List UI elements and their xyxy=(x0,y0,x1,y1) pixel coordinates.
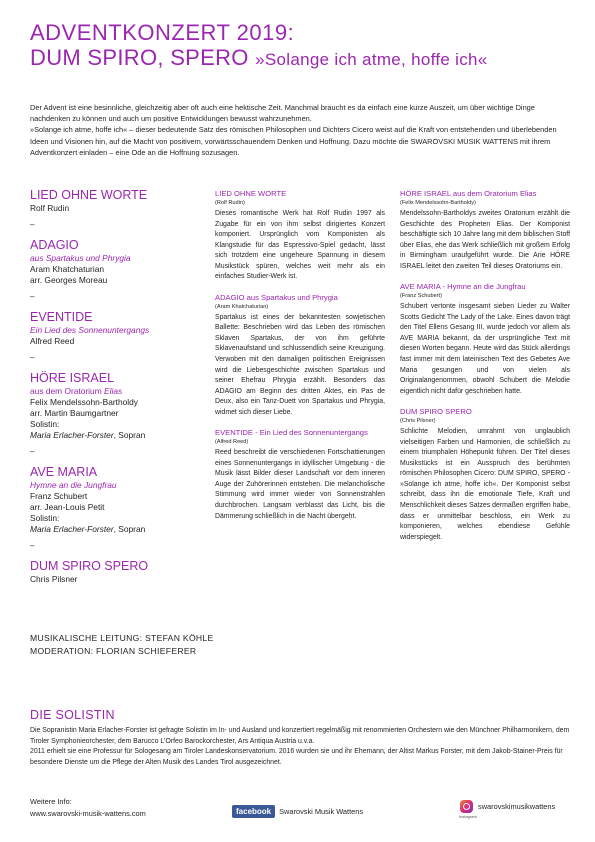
program-soloist xyxy=(30,524,210,535)
program-subtitle: Hymne an die Jungfrau xyxy=(30,480,117,490)
website-link[interactable]: www.swarovski-musik-wattens.com xyxy=(30,809,146,818)
credit-moderation: MODERATION: FLORIAN SCHIEFERER xyxy=(30,645,197,656)
program-composer: Aram Khatchaturian xyxy=(30,264,105,274)
soloist-bio-paragraph-2: 2011 erhielt sie eine Professur für Sologesang am Tiroler Landeskonservatorium. 2016 wurden sie und ihr Ehemann, der Altist Markus Forster, mit dem Jakob-Stainer-Preis für besondere Dienste um die Pflege der Alten Musik des Landes Tirol ausgezeichnet. xyxy=(30,748,563,766)
credit-conductor: MUSIKALISCHE LEITUNG: STEFAN KÖHLE xyxy=(30,633,214,643)
note-ave-maria xyxy=(400,281,570,397)
program-composer: Rolf Rudin xyxy=(30,203,70,213)
program-title: LIED OHNE WORTE xyxy=(30,188,148,202)
program-soloist-label: Solistin: xyxy=(30,513,60,523)
note-composer: (Felix Mendelssohn-Bartholdy) xyxy=(400,200,476,206)
program-separator: – xyxy=(30,292,35,301)
program-arranger: arr. Georges Moreau xyxy=(30,275,108,285)
program-item-hoere-israel xyxy=(30,371,210,441)
note-eventide xyxy=(215,427,385,522)
subtitle-quote: »Solange ich atme, hoffe ich« xyxy=(255,50,488,69)
program-soloist-label: Solistin: xyxy=(30,419,60,429)
credits xyxy=(30,632,214,657)
soloist-name: Maria Erlacher-Forster xyxy=(30,430,114,440)
note-dum-spiro-spero xyxy=(400,406,570,543)
note-text: Schubert vertonte insgesamt sieben Lieder zu Walter Scotts Gedicht The Lady of the Lake. Eines davon trägt den Titel Ellens Gesang III, wurde jedoch vor allem als AVE MARIA bekannt, da der ursprüngliche Text mit diesen Worten begann. Heute wird das Stück allerdings fast immer mit dem lateinischen Text des Gebetes Ave Maria gesungen und von vielen als Originalangenommen, obwohl Schubert die Melodie eigentlich nicht dafür geschrieben hatte. xyxy=(400,303,570,395)
program-separator: – xyxy=(30,353,35,362)
page-subtitle xyxy=(30,45,488,71)
program-separator: – xyxy=(30,220,35,229)
soloist-bio-paragraph-1: Die Sopranistin Maria Erlacher-Forster ist gefragte Solistin im In- und Ausland und konzertiert regelmäßig mit renommierten Orchestern wie den Münchner Philharmonikern, dem Tiroler Symphonieorchester, dem Barucco L'Orfeo Barockorchester, Ars Antiqua Austria u.v.a. xyxy=(30,727,570,745)
instagram-caption: Instagram xyxy=(459,814,477,819)
soloist-voice: , Sopran xyxy=(113,524,146,534)
program-composer: Felix Mendelssohn-Bartholdy xyxy=(30,397,138,407)
note-heading: HÖRE ISRAEL aus dem Oratorium Elias xyxy=(400,189,537,198)
note-composer: (Aram Khatchaturian) xyxy=(215,303,269,310)
program-composer: Alfred Reed xyxy=(30,336,75,346)
program-item-lied-ohne-worte xyxy=(30,188,210,214)
note-composer: (Franz Schubert) xyxy=(400,293,442,300)
info-label: Weitere Info: xyxy=(30,797,72,806)
facebook-link[interactable] xyxy=(232,805,363,818)
program-separator: – xyxy=(30,541,35,550)
footer-info xyxy=(30,796,146,820)
program-title: HÖRE ISRAEL xyxy=(30,371,115,385)
program-item-eventide xyxy=(30,310,210,347)
program-item-ave-maria xyxy=(30,465,210,535)
intro-paragraph-2: »Solange ich atme, hoffe ich« – dieser bedeutende Satz des römischen Philosophen und Dichters Cicero weist auf die Kraft von entstehenden und überlebenden Ideen und Visionen hin, auf die Macht von positivem, vorwärtsschauendem Denken und Hoffnung. Dazu möchte die SWAROVSKI MUSIK WATTENS mit ihrem Adventkonzert einladen – eine Ode an die Hoffnung sozusagen. xyxy=(30,125,557,157)
intro-text xyxy=(30,102,575,158)
note-text: Mendelssohn-Bartholdys zweites Oratorium erzählt die Geschichte des Propheten Elias. Der Komponist beschäftigte sich 10 Jahre lang mit dem biblischen Stoff über Elias, ehe das Werk schließlich mit großem Erfolg in Birmingham uraufgeführt wurde. Die Arie HÖRE ISRAEL leitet den zweiten Teil dieses Oratoriums ein. xyxy=(400,210,570,270)
program-arranger: arr. Martin Baumgartner xyxy=(30,408,119,418)
note-text: Spartakus ist eines der bekanntesten sowjetischen Ballette: Beschrieben wird das Leben des römischen Sklaven Spartakus, der von ihm geführte Sklavenaufstand und schlussendlich seine Kreuzigung. Verwoben mit den damaligen politischen Ereignissen wird die Liebesgeschichte zwischen Spartakus und seiner Ehefrau Phrygia erzählt. Besonders das ADAGIO am Beginn des dritten Aktes, ein Pas de Deux, also ein Tanz-Duett von Spartakus und Phrygia, widmet sich dieser Liebe. xyxy=(215,313,385,416)
note-text: Reed beschreibt die verschiedenen Fortschattierungen eines Sonnenuntergangs in idyllischer Umgebung - die Musik lässt Bilder dieser Landschaft vor dem inneren Auge der Zuhörerinnen entstehen. Die melancholische Stimmung wird immer wieder von Sonnenstrahlen durchbrochen. Langsam verblasst das Licht, bis die Dämmerung schließlich in die Nacht übergeht. xyxy=(215,449,385,520)
program-arranger: arr. Jean-Louis Petit xyxy=(30,502,105,512)
facebook-page-name: Swarovski Musik Wattens xyxy=(279,807,364,816)
program-subtitle: Ein Lied des Sonnenuntergangs xyxy=(30,325,150,335)
note-heading: DUM SPIRO SPERO xyxy=(400,407,472,417)
note-adagio xyxy=(215,292,385,418)
intro-paragraph-1: Der Advent ist eine besinnliche, gleichzeitig aber oft auch eine hektische Zeit. Manchmal braucht es da einfach eine kurze Auszeit, um über wichtige Dinge nachdenken zu können und auch um positive Entwicklungen bewusst wahrzunehmen. xyxy=(30,103,535,124)
note-text: Dieses romantische Werk hat Rolf Rudin 1997 als Zugabe für ein von ihm selbst dirigiertes Konzert komponiert. Ursprünglich vom Komponisten als Klangstudie für das Espressivo-Spiel gedacht, lässt sich trotzdem eine ungeheure Spannung in diesem Musikstück spüren, welches weit mehr als ein einfaches Studier-Werk ist. xyxy=(215,210,385,281)
soloist-name: Maria Erlacher-Forster xyxy=(30,524,114,534)
note-text: Schlichte Melodien, umrahmt von unglaublich vielseitigen Farben und Harmonien, die schließlich zu einem triumphalen Höhepunkt führen. Der Titel dieses Musikstücks ist ein Ausspruch des berühmten römischen Philosophen Cicero: DUM SPIRO, SPERO - »Solange ich atme, hoffe ich«. Der Komponist selbst schreibt, dass ihn die emotionale Tiefe, Kraft und Menschlichkeit dieses Satzes dermaßen ergriffen habe, dass er unmittelbar beschloss, ein Werk zu komponieren, welches ebendiese Gefühle widerspiegelt. xyxy=(400,428,570,541)
program-subtitle xyxy=(30,386,210,397)
note-heading: ADAGIO aus Spartakus und Phrygia xyxy=(215,292,338,302)
soloist-bio xyxy=(30,726,580,768)
note-heading: EVENTIDE - Ein Lied des Sonnenuntergangs xyxy=(215,428,368,438)
program-item-dum-spiro-spero xyxy=(30,559,210,585)
program-composer: Franz Schubert xyxy=(30,491,88,501)
note-heading: AVE MARIA - Hymne an die Jungfrau xyxy=(400,282,526,292)
program-title: AVE MARIA xyxy=(30,465,98,479)
program-title: ADAGIO xyxy=(30,238,79,252)
note-composer: (Chris Pilsner) xyxy=(400,418,436,425)
instagram-link[interactable] xyxy=(459,800,556,819)
soloist-voice: , Sopran xyxy=(113,430,146,440)
note-lied-ohne-worte xyxy=(215,188,385,283)
program-list xyxy=(30,188,210,585)
program-subtitle: aus Spartakus und Phrygia xyxy=(30,253,131,263)
program-notes-column-right xyxy=(400,188,570,552)
instagram-icon xyxy=(459,800,477,819)
instagram-handle: swarovskimusikwattens xyxy=(478,802,556,811)
note-heading: LIED OHNE WORTE xyxy=(215,189,287,198)
soloist-heading: DIE SOLISTIN xyxy=(30,708,115,722)
subtitle-main: DUM SPIRO, SPERO xyxy=(30,45,256,70)
program-title: DUM SPIRO SPERO xyxy=(30,559,149,573)
program-item-adagio xyxy=(30,238,210,286)
note-composer: (Rolf Rudin) xyxy=(215,200,245,206)
program-composer: Chris Pilsner xyxy=(30,574,78,584)
facebook-icon: facebook xyxy=(232,805,275,818)
program-soloist xyxy=(30,430,210,441)
program-subtitle-work: Elias xyxy=(104,386,123,396)
program-separator: – xyxy=(30,447,35,456)
program-subtitle-prefix: aus dem Oratorium xyxy=(30,386,105,396)
program-notes-column-middle xyxy=(215,188,385,531)
page-title: ADVENTKONZERT 2019: xyxy=(30,20,295,45)
note-composer: (Alfred Reed) xyxy=(215,439,249,446)
program-title: EVENTIDE xyxy=(30,310,93,324)
note-hoere-israel xyxy=(400,188,570,272)
